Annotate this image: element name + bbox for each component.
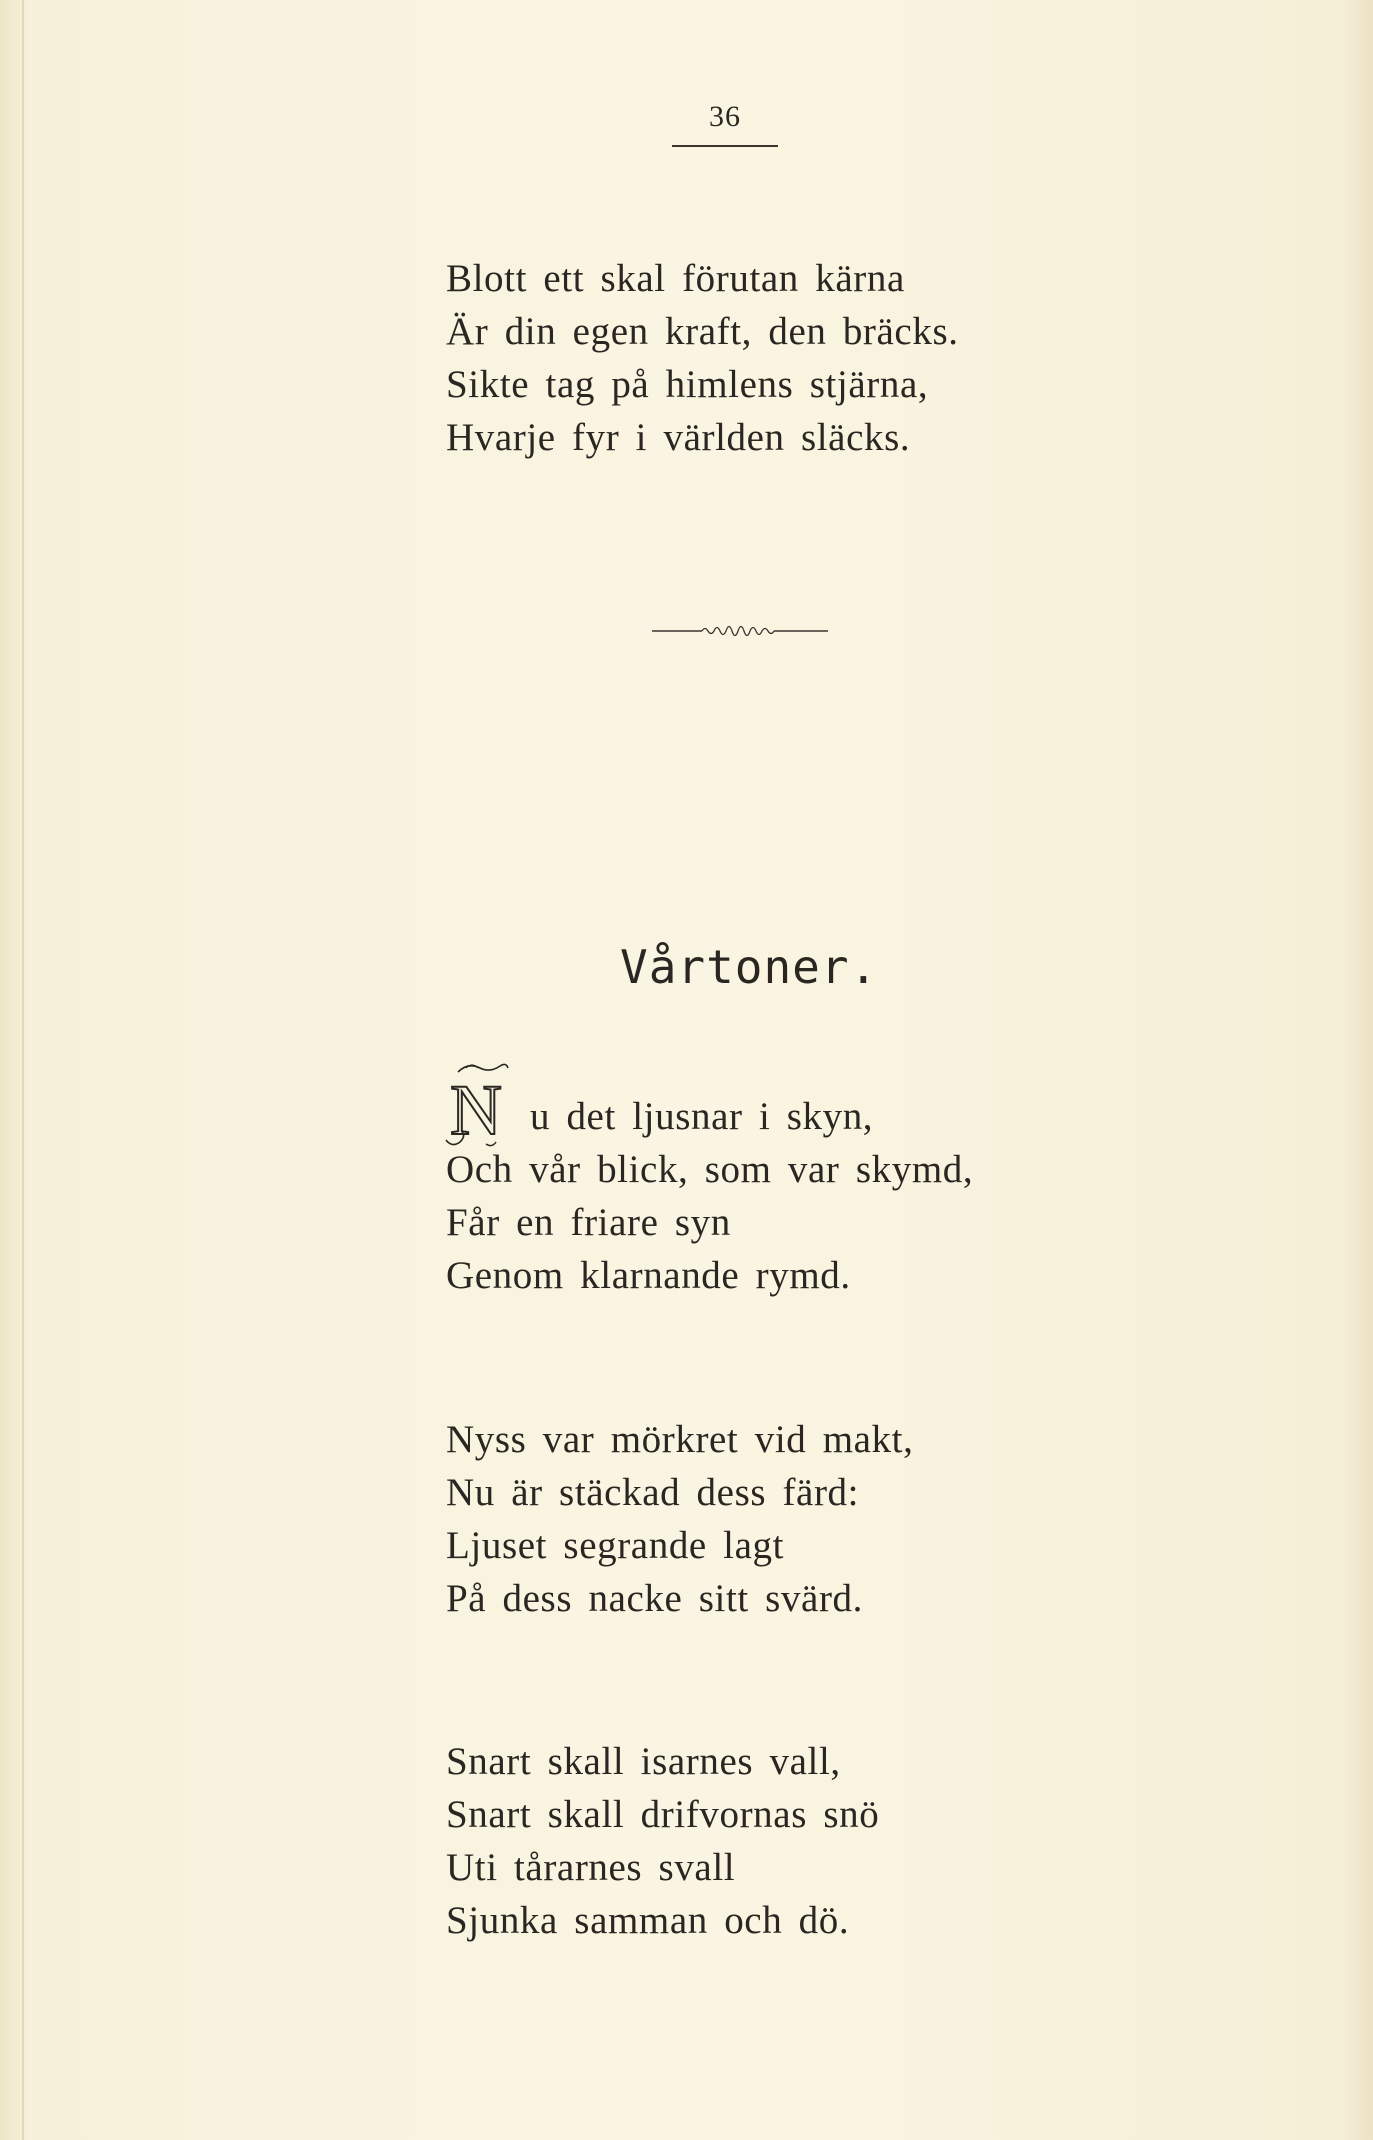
page-number: 36 xyxy=(709,100,741,133)
verse-line: Sjunka samman och dö. xyxy=(446,1899,850,1942)
stanza-3 xyxy=(446,1735,879,1947)
stanza-2 xyxy=(446,1413,913,1625)
verse-line: Snart skall drifvornas snö xyxy=(446,1793,880,1836)
verse-line: Nu är stäckad dess färd: xyxy=(446,1471,860,1514)
dropcap-letter: N xyxy=(450,1070,502,1150)
stanza-top xyxy=(446,252,959,464)
verse-line: Blott ett skal förutan kärna xyxy=(446,257,905,300)
verse-line: Ljuset segrande lagt xyxy=(446,1524,785,1567)
page-number-rule xyxy=(672,145,778,147)
poem-title: Vårtoner. xyxy=(620,940,879,994)
verse-line: Nyss var mörkret vid makt, xyxy=(446,1418,914,1461)
verse-line: u det ljusnar i skyn, xyxy=(530,1095,874,1138)
verse-line: Är din egen kraft, den bräcks. xyxy=(446,310,959,353)
verse-line: Genom klarnande rymd. xyxy=(446,1254,851,1297)
verse-line: Och vår blick, som var skymd, xyxy=(446,1148,974,1191)
stanza-1 xyxy=(446,1090,973,1302)
verse-line: Uti tårarnes svall xyxy=(446,1846,736,1889)
verse-line: Sikte tag på himlens stjärna, xyxy=(446,363,929,406)
page-edge xyxy=(22,0,24,2140)
verse-line: Snart skall isarnes vall, xyxy=(446,1740,841,1783)
verse-line: Hvarje fyr i världen släcks. xyxy=(446,416,911,459)
wavy-line-ornament-icon xyxy=(652,620,828,640)
verse-line: Får en friare syn xyxy=(446,1201,731,1244)
verse-line: På dess nacke sitt svärd. xyxy=(446,1577,864,1620)
